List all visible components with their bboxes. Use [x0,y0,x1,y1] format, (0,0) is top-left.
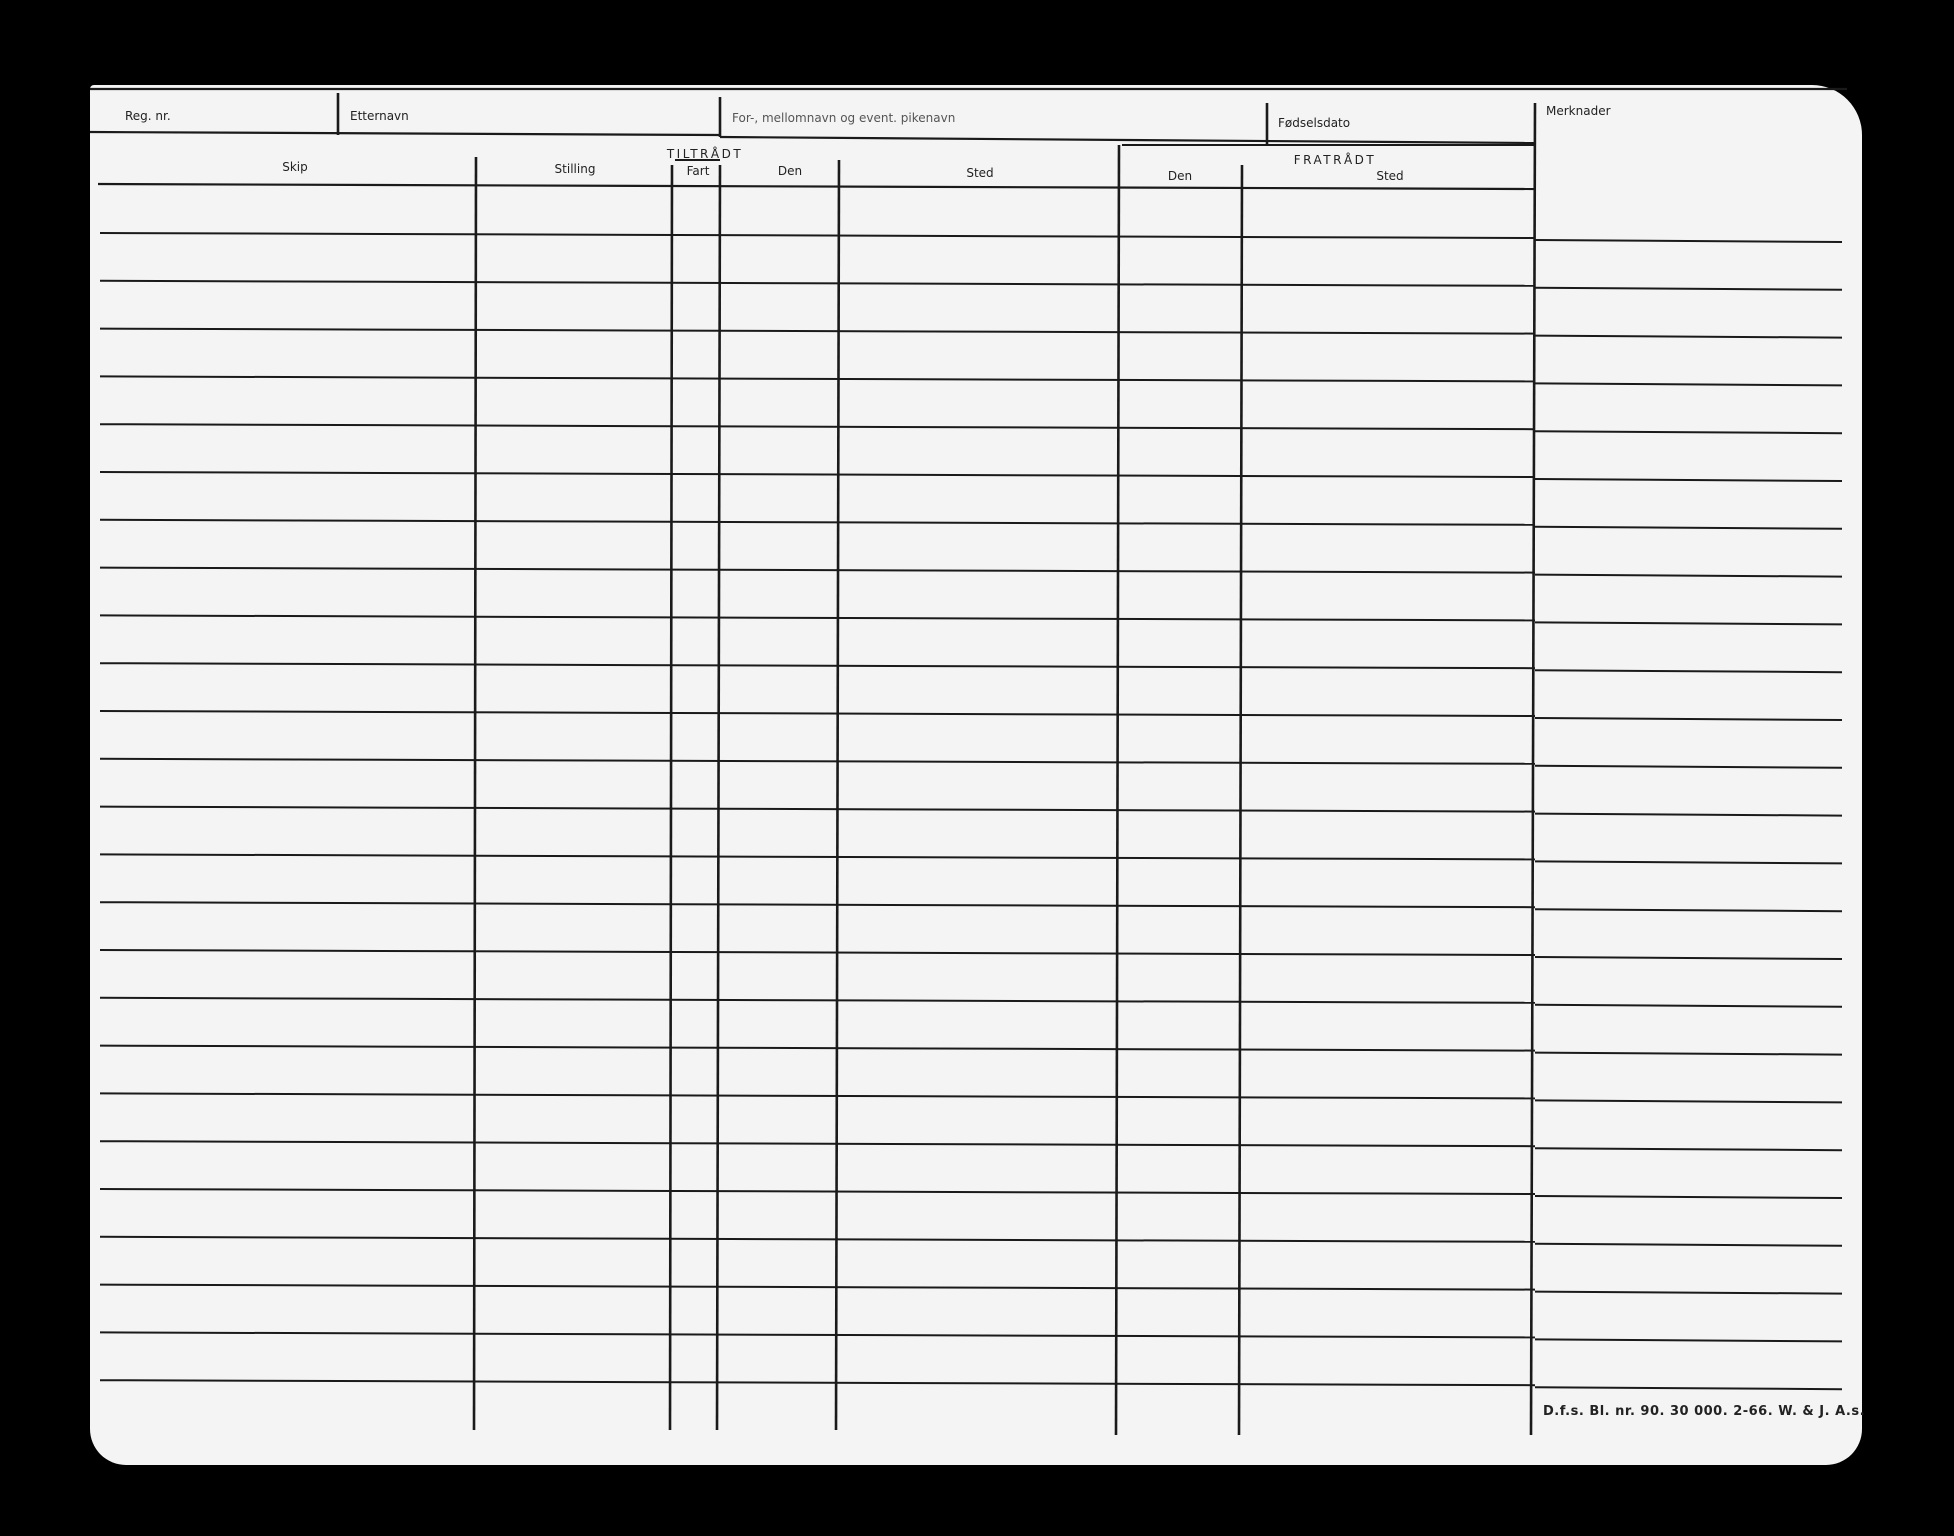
table-row-rule [100,281,1535,286]
table-row-rule [100,520,1535,525]
table-row-rule [100,1285,1535,1290]
merknader-row-rule [1535,1244,1842,1246]
table-row-rule [100,1189,1535,1194]
tiltradt-header: TILTRÅDT [666,147,744,161]
merknader-row-rule [1535,288,1842,290]
merknader-row-rule [1535,1387,1842,1389]
table-row-rule [100,1380,1535,1385]
merknader-row-rule [1535,957,1842,959]
merknader-row-rule [1535,718,1842,720]
tiltradt-den-header: Den [777,164,803,178]
merknader-row-rule [1535,1196,1842,1198]
table-row-rule [100,854,1535,859]
merknader-row-rule [1535,1100,1842,1102]
reg-nr-label: Reg. nr. [125,109,171,123]
header-bottom-border [720,137,1535,143]
fratradt-den-header: Den [1167,169,1193,183]
merknader-row-rule [1535,1005,1842,1007]
table-row-rule [100,1332,1535,1337]
merknader-row-rule [1535,909,1842,911]
table-row-rule [100,663,1535,668]
table-row-rule [100,424,1535,429]
column-divider [1239,165,1242,1435]
merknader-row-rule [1535,670,1842,672]
column-header-underline [98,184,1535,189]
table-row-rule [100,950,1535,955]
merknader-row-rule [1535,1148,1842,1150]
merknader-row-rule [1535,240,1842,242]
merknader-divider [1531,103,1535,1435]
table-row-rule [100,711,1535,716]
table-row-rule [100,1046,1535,1051]
merknader-row-rule [1535,479,1842,481]
fart-header: Fart [686,164,710,178]
merknader-row-rule [1535,527,1842,529]
merknader-row-rule [1535,1292,1842,1294]
fodselsdato-label: Fødselsdato [1278,116,1351,130]
merknader-row-rule [1535,814,1842,816]
print-code: D.f.s. Bl. nr. 90. 30 000. 2-66. W. & J. A.s. [1543,1404,1866,1419]
merknader-row-rule [1535,766,1842,768]
table-row-rule [100,1141,1535,1146]
table-row-rule [100,329,1535,334]
table-row-rule [100,759,1535,764]
stilling-header: Stilling [554,162,596,176]
table-row-rule [100,902,1535,907]
merknader-row-rule [1535,1339,1842,1341]
column-divider [1116,145,1119,1435]
skip-header: Skip [282,160,308,174]
merknader-row-rule [1535,622,1842,624]
table-row-rule [100,998,1535,1003]
merknader-row-rule [1535,1053,1842,1055]
form-grid [90,85,1862,1465]
table-row-rule [100,1237,1535,1242]
record-card [90,85,1866,1465]
table-row-rule [100,568,1535,573]
column-divider [717,165,720,1430]
tiltradt-sted-header: Sted [966,166,994,180]
merknader-row-rule [1535,336,1842,338]
fratradt-sted-header: Sted [1376,169,1404,183]
table-row-rule [100,1093,1535,1098]
etternavn-label: Etternavn [350,109,409,123]
merknader-row-rule [1535,861,1842,863]
column-divider [670,165,672,1430]
table-row-rule [100,615,1535,620]
header-bottom-border [90,132,720,135]
merknader-row-rule [1535,431,1842,433]
merknader-label: Merknader [1546,104,1611,118]
table-row-rule [100,376,1535,381]
fratradt-header: FRATRÅDT [1293,153,1377,167]
table-row-rule [100,233,1535,238]
fornavn-label: For-, mellomnavn og event. pikenavn [732,111,956,125]
merknader-row-rule [1535,383,1842,385]
table-row-rule [100,472,1535,477]
table-row-rule [100,807,1535,812]
merknader-row-rule [1535,575,1842,577]
